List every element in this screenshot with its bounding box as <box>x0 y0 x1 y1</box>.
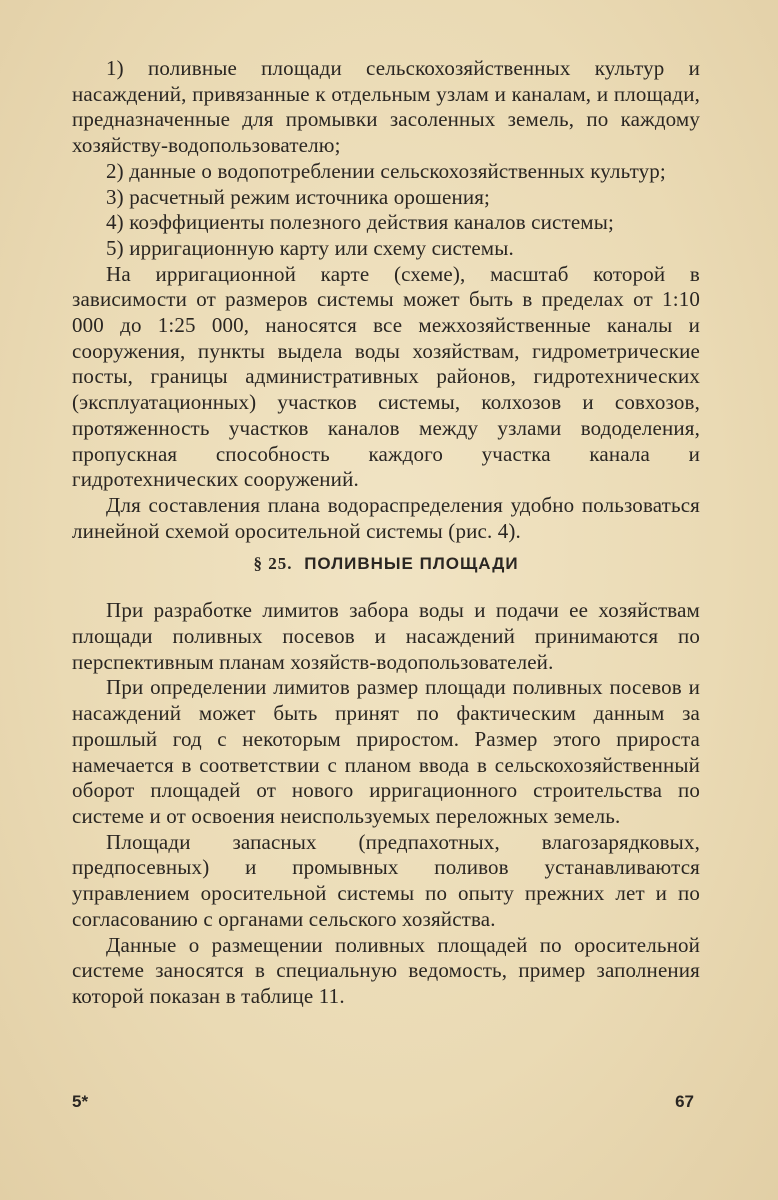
section-number: § 25. <box>253 554 293 574</box>
paragraph-reserve-irrigation: Площади запасных (предпахотных, влагозарядковых, предпосевных) и промывных поливов устанавливаются управлением оросительной системы по опыту прежних лет и по согласованию с органами сельского хозяйства. <box>72 829 700 931</box>
section-title-text: ПОЛИВНЫЕ ПЛОЩАДИ <box>304 554 519 574</box>
list-item-5: 5) ирригационную карту или схему системы. <box>106 235 514 260</box>
paragraph-limits: При разработке лимитов забора воды и подачи ее хозяйствам площади поливных посевов и насаждений принимаются по перспективным планам хозяйств-водопользователей. <box>72 598 700 674</box>
paragraph-map-description: На ирригационной карте (схеме), масштаб которой в зависимости от размеров системы может быть в пределах от 1:10 000 до 1:25 000, наносятся все межхозяйственные каналы и сооружения, пункты выдела воды хозяйствам, гидрометрические посты, границы административных районов, гидротехнических (эксплуатационных) участков системы, колхозов и совхозов, протяженность участков каналов между узлами вододеления, пропускная способность каждого участка канала и гидротехнических сооружений. <box>72 261 700 492</box>
book-page <box>72 56 700 1166</box>
list-item-3: 3) расчетный режим источника орошения; <box>106 184 491 209</box>
page-number: 67 <box>675 1092 694 1111</box>
signature-mark: 5* <box>72 1092 89 1111</box>
list-item-1: 1) поливные площади сельскохозяйственных культур и насаждений, привязанные к отдельным узлам и каналам, и площади, предназначенные для промывки засоленных земель, по каждому хозяйству-водопользователю; <box>72 56 700 158</box>
page-footer <box>72 1092 700 1118</box>
list-item-4: 4) коэффициенты полезного действия каналов системы; <box>106 210 614 235</box>
paragraph-area-determination: При определении лимитов размер площади поливных посевов и насаждений может быть принят по фактическим данным за прошлый год с некоторым приростом. Размер этого прироста намечается в соответствии с планом ввода в сельскохозяйственный оборот площадей от нового ирригационного строительства по системе и от освоения неиспользуемых переложных земель. <box>72 675 700 828</box>
list-item-2: 2) данные о водопотреблении сельскохозяйственных культур; <box>106 158 666 183</box>
section-heading <box>72 554 700 574</box>
paragraph-area-placement: Данные о размещении поливных площадей по оросительной системе заносятся в специальную ведомость, пример заполнения которой показан в таблице 11. <box>72 932 700 1008</box>
paragraph-linear-scheme: Для составления плана водораспределения удобно пользоваться линейной схемой оросительной системы (рис. 4). <box>72 492 700 543</box>
